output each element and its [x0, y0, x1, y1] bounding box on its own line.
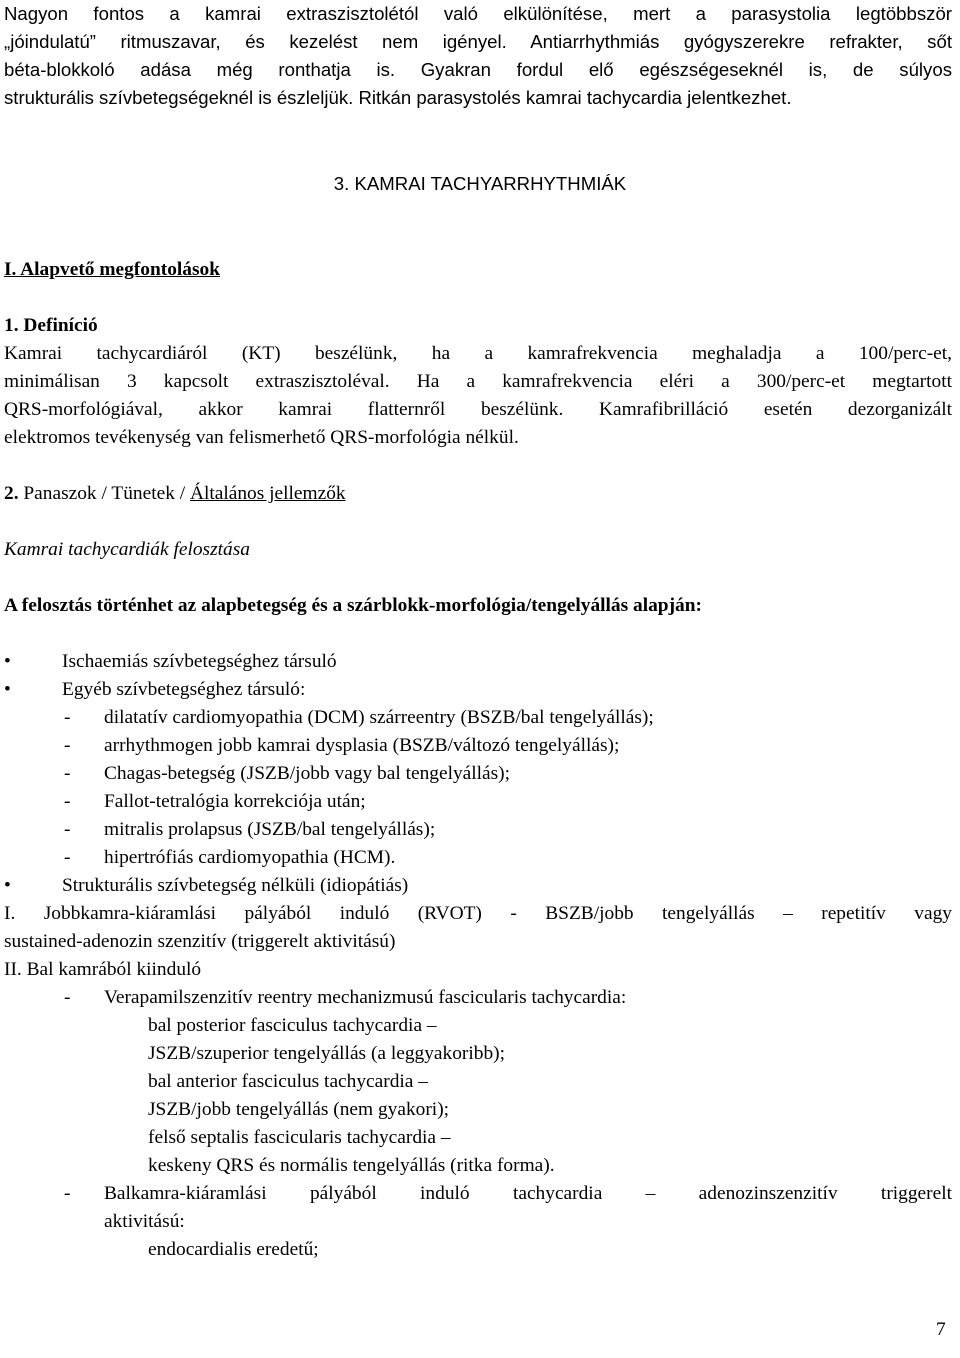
dash-marker: - — [64, 707, 71, 728]
fascicular-line-2: JSZB/szuperior tengelyállás (a leggyakoribb); — [148, 1043, 506, 1064]
fascicular-line-1: bal posterior fasciculus tachycardia – — [148, 1015, 437, 1036]
symptoms-heading-number: 2. — [4, 483, 19, 504]
intro-line-2: „jóindulatú” ritmuszavar, és kezelést nem igényel. Antiarrhythmiás gyógyszerekre refrakter, sőt — [4, 31, 952, 52]
intro-line-4: strukturális szívbetegségeknél is észleljük. Ritkán parasystolés kamrai tachycardia jelentkezhet. — [4, 87, 792, 108]
bullet-marker: • — [4, 875, 11, 896]
sub-item-chagas: Chagas-betegség (JSZB/jobb vagy bal tengelyállás); — [104, 763, 511, 784]
sub-item-hcm: hipertrófiás cardiomyopathia (HCM). — [104, 847, 396, 868]
definition-line-1: Kamrai tachycardiáról (KT) beszélünk, ha a kamrafrekvencia meghaladja a 100/perc-et, — [4, 343, 952, 364]
lvot-line-1: Balkamra-kiáramlási pályából induló tachycardia – adenozinszenzitív triggerelt — [104, 1183, 952, 1204]
dash-marker: - — [64, 1183, 71, 1204]
lv-heading: II. Bal kamrából kiinduló — [4, 959, 202, 980]
rvot-line-1: I. Jobbkamra-kiáramlási pályából induló (RVOT) - BSZB/jobb tengelyállás – repetitív vagy — [4, 903, 952, 924]
dash-marker: - — [64, 847, 71, 868]
chapter-title: 3. KAMRAI TACHYARRHYTHMIÁK — [333, 173, 627, 194]
fascicular-line-4: JSZB/jobb tengelyállás (nem gyakori); — [148, 1099, 450, 1120]
section-title: I. Alapvető megfontolások — [4, 259, 220, 280]
definition-line-2: minimálisan 3 kapcsolt extraszisztoléval. Ha a kamrafrekvencia eléri a 300/perc-et megtartott — [4, 371, 952, 392]
symptoms-heading — [4, 480, 346, 508]
endocardial-line: endocardialis eredetű; — [148, 1239, 319, 1260]
intro-line-3: béta-blokkoló adása még ronthatja is. Gyakran fordul elő egészségeseknél is, de súlyos — [4, 59, 952, 80]
fascicular-line-3: bal anterior fasciculus tachycardia – — [148, 1071, 428, 1092]
symptoms-heading-mid: Panaszok / Tünetek / — [18, 483, 190, 504]
bullet-ischemic: Ischaemiás szívbetegséghez társuló — [62, 651, 337, 672]
bullet-idiopathic: Strukturális szívbetegség nélküli (idiopátiás) — [62, 875, 409, 896]
bullet-marker: • — [4, 679, 11, 700]
bullet-marker: • — [4, 651, 11, 672]
symptoms-subheading: Kamrai tachycardiák felosztása — [4, 539, 250, 560]
definition-line-4: elektromos tevékenység van felismerhető QRS-morfológia nélkül. — [4, 427, 519, 448]
bullet-other-heart-disease: Egyéb szívbetegséghez társuló: — [62, 679, 306, 700]
verapamil-line: Verapamilszenzitív reentry mechanizmusú fascicularis tachycardia: — [104, 987, 627, 1008]
dash-marker: - — [64, 791, 71, 812]
fascicular-line-6: keskeny QRS és normális tengelyállás (ritka forma). — [148, 1155, 555, 1176]
fascicular-line-5: felső septalis fascicularis tachycardia – — [148, 1127, 451, 1148]
definition-heading: 1. Definíció — [4, 315, 98, 336]
lvot-line-2: aktivitású: — [104, 1211, 185, 1232]
symptoms-heading-underlined: Általános jellemzők — [189, 483, 346, 504]
sub-item-arvd: arrhythmogen jobb kamrai dysplasia (BSZB/változó tengelyállás); — [104, 735, 620, 756]
sub-item-fallot: Fallot-tetralógia korrekciója után; — [104, 791, 366, 812]
dash-marker: - — [64, 763, 71, 784]
page-number: 7 — [936, 1319, 946, 1340]
sub-item-dcm: dilatatív cardiomyopathia (DCM) szárreentry (BSZB/bal tengelyállás); — [104, 707, 654, 728]
definition-line-3: QRS-morfológiával, akkor kamrai flatternről beszélünk. Kamrafibrilláció esetén dezorganizált — [4, 399, 952, 420]
intro-line-1: Nagyon fontos a kamrai extraszisztolétól való elkülönítése, mert a parasystolia legtöbbször — [4, 3, 952, 24]
dash-marker: - — [64, 987, 71, 1008]
dash-marker: - — [64, 735, 71, 756]
dash-marker: - — [64, 819, 71, 840]
classification-line: A felosztás történhet az alapbetegség és a szárblokk-morfológia/tengelyállás alapján: — [4, 595, 702, 616]
sub-item-mitral: mitralis prolapsus (JSZB/bal tengelyállás); — [104, 819, 436, 840]
rvot-line-2: sustained-adenozin szenzitív (triggerelt aktivitású) — [4, 931, 396, 952]
